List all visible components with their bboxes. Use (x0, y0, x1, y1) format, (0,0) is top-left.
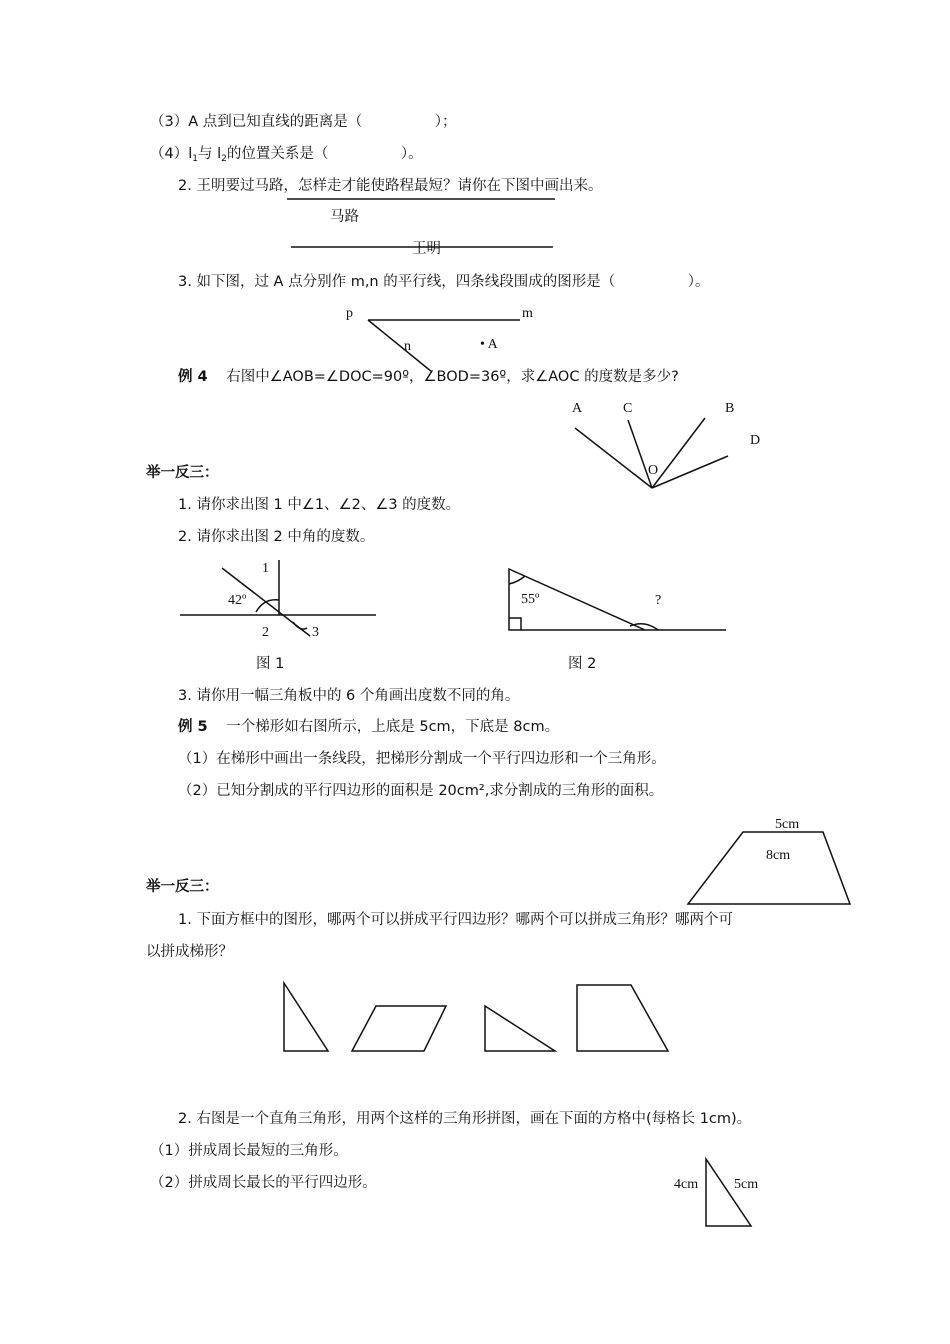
fig1-arc-3 (293, 622, 307, 629)
practice-3: 3. 请你用一幅三角板中的 6 个角画出度数不同的角。 (178, 688, 520, 704)
fig2-right-angle-mark (509, 618, 521, 630)
line-n (368, 320, 432, 372)
right-triangle-4-5 (706, 1159, 751, 1226)
figure-1-caption: 图 1 (256, 656, 285, 672)
question-2-road: 2. 王明要过马路，怎样走才能使路程最短？请你在下图中画出来。 (178, 178, 603, 194)
example-5-text: 一个梯形如右图所示，上底是 5cm，下底是 8cm。 (226, 719, 560, 735)
label-ray-d: D (750, 433, 761, 448)
practice-2: 2. 请你求出图 2 中角的度数。 (178, 529, 375, 545)
shape-right-triangle-flat (485, 1006, 555, 1051)
question-3-distance: （3）A 点到已知直线的距离是（ ）； (150, 114, 457, 130)
practice-r2-part-2: （2）拼成周长最长的平行四边形。 (150, 1175, 377, 1191)
q4-sub1: 1 (192, 154, 198, 164)
practice-r2-part-1: （1）拼成周长最短的三角形。 (150, 1143, 348, 1159)
label-p: p (346, 306, 353, 321)
label-ray-b: B (725, 401, 735, 416)
fig1-angle-2: 2 (262, 625, 269, 640)
practice-r1-line-1: 1. 下面方框中的图形，哪两个可以拼成平行四边形？哪两个可以拼成三角形？哪两个可 (178, 912, 733, 928)
example-5-part-1: （1）在梯形中画出一条线段，把梯形分割成一个平行四边形和一个三角形。 (178, 751, 666, 767)
figure-2-caption: 图 2 (568, 656, 597, 672)
shape-right-trapezoid (577, 985, 668, 1051)
example-4-text: 右图中∠AOB=∠DOC=90º，∠BOD=36º，求∠AOC 的度数是多少? (226, 369, 679, 385)
fig2-arc-55 (509, 576, 525, 584)
fig1-angle-42: 42º (228, 593, 247, 608)
q4-prefix: （4）l (150, 146, 193, 162)
label-ray-c: C (623, 401, 633, 416)
right-triangle-hypotenuse: 5cm (734, 1177, 759, 1192)
q4-sub2: 2 (221, 154, 227, 164)
fig2-question: ? (655, 593, 662, 608)
fig2-right-triangle (509, 569, 645, 630)
example-4-label: 例 4 (178, 369, 208, 385)
practice-1: 1. 请你求出图 1 中∠1、∠2、∠3 的度数。 (178, 497, 461, 513)
section-heading-2: 举一反三： (146, 879, 219, 895)
label-m: m (522, 306, 533, 321)
ray-oa (575, 428, 652, 488)
shape-right-triangle-tall (284, 983, 328, 1051)
shape-parallelogram (352, 1006, 446, 1051)
q4-middle: 与 l (198, 146, 222, 162)
fig2-angle-55: 55º (521, 592, 540, 607)
wangming-label: 王明 (412, 241, 441, 257)
trapezoid-bottom-base: 8cm (766, 848, 791, 863)
fig1-angle-1: 1 (262, 561, 269, 576)
trapezoid-top-base: 5cm (775, 817, 800, 832)
label-point-a: • A (480, 337, 498, 352)
practice-r1-line-2: 以拼成梯形？ (146, 944, 233, 960)
right-triangle-leg: 4cm (674, 1177, 699, 1192)
q4-suffix: 的位置关系是（ ）。 (226, 146, 423, 162)
example-5-part-2: （2）已知分割成的平行四边形的面积是 20cm²,求分割成的三角形的面积。 (178, 783, 664, 799)
trapezoid (688, 832, 850, 904)
label-vertex-o: O (648, 463, 659, 478)
practice-r2: 2. 右图是一个直角三角形，用两个这样的三角形拼图，画在下面的方格中(每格长 1cm)。 (178, 1111, 752, 1127)
road-label: 马路 (330, 209, 359, 225)
example-5-label: 例 5 (178, 719, 208, 735)
label-n: n (404, 339, 411, 354)
fig1-angle-3: 3 (312, 625, 319, 640)
question-3-parallel: 3. 如下图，过 A 点分别作 m,n 的平行线，四条线段围成的图形是（ ）。 (178, 274, 710, 290)
label-ray-a: A (572, 401, 583, 416)
section-heading-1: 举一反三： (146, 465, 219, 481)
